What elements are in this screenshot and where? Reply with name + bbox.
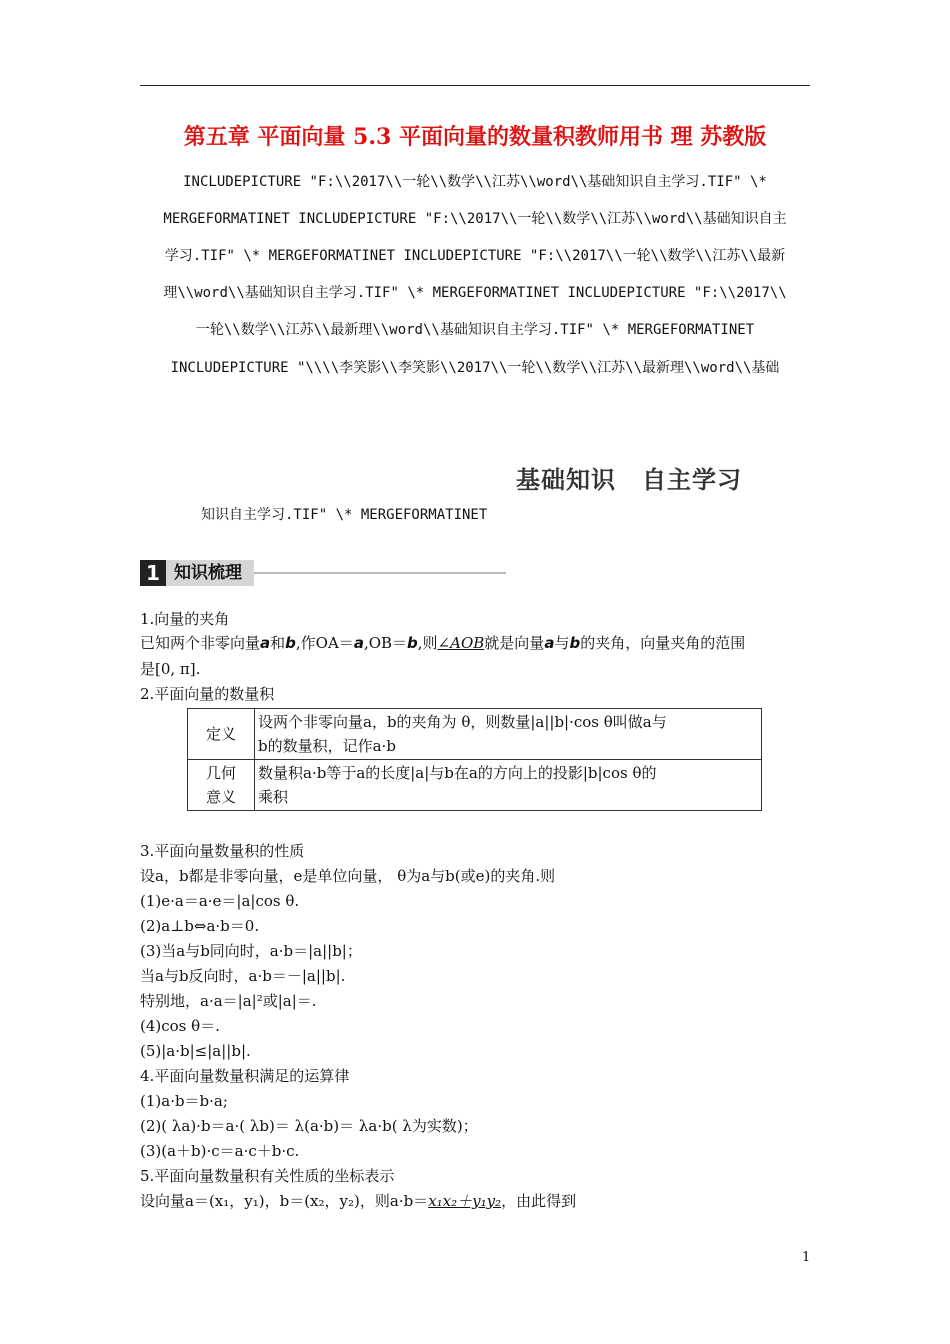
property-3c: 特别地，a·a＝|a|²或|a|＝. <box>140 992 317 1010</box>
angle-definition: 已知两个非零向量a和b,作OA＝a,OB＝b,则∠AOB就是向量a与b的夹角，向量夹角的范围 <box>140 634 746 652</box>
angle-answer: ∠AOB <box>437 634 485 652</box>
heading-laws: 4.平面向量数量积满足的运算律 <box>140 1067 350 1085</box>
field-code-line: 学习.TIF" \* MERGEFORMATINET INCLUDEPICTURE "F:\\2017\\一轮\\数学\\江苏\\最新 <box>164 248 786 264</box>
table-value: 数量积a·b等于a的长度|a|与b在a的方向上的投影|b|cos θ的 乘积 <box>255 760 762 811</box>
document-title: 第五章 平面向量 5.3 平面向量的数量积教师用书 理 苏教版 <box>183 124 767 150</box>
coordinate-formula: 设向量a＝(x₁，y₁)，b＝(x₂，y₂)，则a·b＝x₁x₂＋y₁y₂，由此得到 <box>140 1192 577 1210</box>
angle-range: 是[0, π]. <box>140 660 201 678</box>
property-3a: (3)当a与b同向时，a·b＝|a||b|； <box>140 942 362 960</box>
law-2: (2)( λa)·b＝a·( λb)＝ λ(a·b)＝ λa·b( λ为实数)； <box>140 1117 478 1135</box>
section-number: 1 <box>140 560 166 586</box>
section-rule <box>254 572 506 574</box>
properties-intro: 设a，b都是非零向量，e是单位向量， θ为a与b(或e)的夹角.则 <box>140 867 556 885</box>
field-code-line: INCLUDEPICTURE "\\\\李笑影\\李笑影\\2017\\一轮\\数学\\江苏\\最新理\\word\\基础 <box>170 360 780 376</box>
header-rule <box>140 85 810 86</box>
field-code-line: MERGEFORMATINET INCLUDEPICTURE "F:\\2017\\一轮\\数学\\江苏\\word\\基础知识自主 <box>163 211 787 227</box>
property-3b: 当a与b反向时，a·b＝－|a||b|. <box>140 967 346 985</box>
heading-properties: 3.平面向量数量积的性质 <box>140 842 305 860</box>
table-key: 几何 意义 <box>188 760 255 811</box>
field-code-tail: 知识自主学习.TIF" \* MERGEFORMATINET <box>201 507 488 523</box>
field-code-line: INCLUDEPICTURE "F:\\2017\\一轮\\数学\\江苏\\word\\基础知识自主学习.TIF" \* <box>183 174 767 190</box>
heading-angle: 1.向量的夹角 <box>140 610 230 628</box>
banner-left: 基础知识 <box>516 466 616 494</box>
law-3: (3)(a＋b)·c＝a·c＋b·c. <box>140 1142 300 1160</box>
table-value: 设两个非零向量a，b的夹角为 θ，则数量|a||b|·cos θ叫做a与 b的数量积，记作a·b <box>255 709 762 760</box>
property-2: (2)a⊥b⇔a·b＝0. <box>140 917 260 935</box>
property-4: (4)cos θ＝. <box>140 1017 220 1035</box>
section-title: 知识梳理 <box>166 560 254 586</box>
law-1: (1)a·b＝b·a; <box>140 1092 228 1110</box>
banner-right: 自主学习 <box>642 466 742 494</box>
table-key: 定义 <box>188 709 255 760</box>
page-number: 1 <box>802 1250 811 1265</box>
formula-answer: x₁x₂＋y₁y₂ <box>428 1192 502 1210</box>
table-row <box>188 709 762 760</box>
heading-dot-product: 2.平面向量的数量积 <box>140 685 275 703</box>
property-1: (1)e·a＝a·e＝|a|cos θ. <box>140 892 300 910</box>
section-banner <box>516 460 742 495</box>
property-5: (5)|a·b|≤|a||b|. <box>140 1042 251 1060</box>
table-row <box>188 760 762 811</box>
field-code-line: 理\\word\\基础知识自主学习.TIF" \* MERGEFORMATINET INCLUDEPICTURE "F:\\2017\\ <box>163 285 787 301</box>
field-code-line: 一轮\\数学\\江苏\\最新理\\word\\基础知识自主学习.TIF" \* MERGEFORMATINET <box>195 322 755 338</box>
definition-table <box>187 708 762 811</box>
heading-coordinates: 5.平面向量数量积有关性质的坐标表示 <box>140 1167 395 1185</box>
section-header <box>140 560 506 586</box>
